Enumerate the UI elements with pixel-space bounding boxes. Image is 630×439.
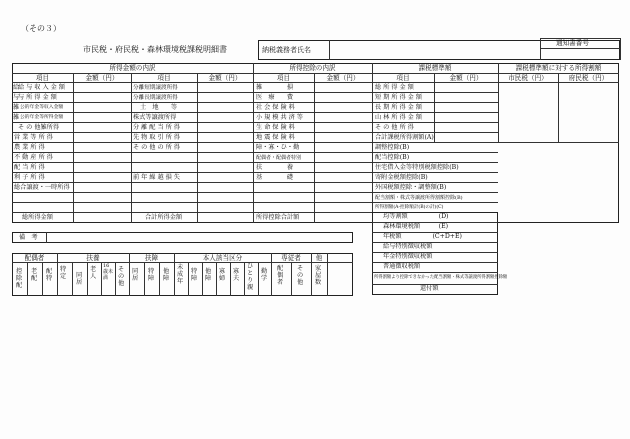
income-item-right: 分離長期譲渡所得 — [133, 95, 178, 101]
business-header: 専従者 — [281, 254, 301, 262]
income-item: そ の 他雑所得 — [18, 124, 60, 131]
remarks-row — [12, 232, 353, 243]
summary-item: 所得割額より控除できなかった配当割額・株式等譲渡所得割額控除額 — [374, 275, 508, 280]
side-mark: 雑 — [13, 114, 20, 121]
class-col: 寡夫 — [233, 268, 240, 282]
deduction-item: 生 命 保 険 料 — [256, 124, 295, 131]
deduction-item: 障・寡・ひ・勤 — [256, 144, 300, 151]
class-col: その他 — [118, 266, 125, 287]
tax-base-item: 調整控除(B) — [375, 144, 410, 151]
taxpayer-name-label: 納税義務者氏名 — [262, 46, 311, 54]
col-item: 項目 — [157, 74, 171, 82]
class-col: 同居 — [132, 268, 139, 282]
class-col: 寡婦 — [219, 268, 226, 282]
income-item-right: 前 年 繰 越 損 失 — [133, 174, 180, 181]
tax-base-item: 住宅借入金等特別税額控除(B) — [375, 164, 459, 171]
tax-base-item: 短 期 所 得 金 額 — [375, 94, 422, 101]
deduction-item: 雑 損 — [256, 84, 294, 91]
income-item: 不 動 産 所 得 — [14, 154, 53, 161]
income-item: 公的年金等所得金額 — [20, 115, 64, 120]
spouse-header: 配偶者 — [24, 254, 45, 262]
remarks-label: 備 考 — [19, 234, 38, 241]
class-col: 控除配 — [16, 268, 23, 289]
col-amount: 金額（円） — [449, 74, 483, 82]
class-col: 特障 — [191, 268, 198, 282]
page-label: （その３） — [21, 24, 61, 33]
total-deduction-label: 所得控除合計額 — [256, 214, 300, 221]
income-item: 公的年金等収入金額 — [20, 105, 64, 110]
total-income-label: 総所得金額 — [22, 214, 53, 221]
col-city-tax: 市民税（円） — [508, 74, 548, 82]
class-col: ひとり親 — [247, 263, 254, 291]
tax-base-item: 総 所 得 金 額 — [375, 84, 414, 91]
income-item: 給 与 収 入 金 額 — [18, 84, 65, 91]
class-col: 同居 — [76, 272, 83, 286]
class-col: 老配 — [31, 268, 38, 282]
tax-base-item: 所得割額(A-控除額計(B)の計)(C) — [375, 205, 444, 210]
col-pref-tax: 府民税（円） — [568, 74, 609, 82]
income-item-right: そ の 他 の 所 得 — [133, 144, 180, 151]
tax-base-item: そ の 他 所 得 — [375, 124, 414, 131]
summary-item: 給与特別徴収税額 — [383, 243, 433, 250]
deduction-section-title: 所得控除の内訳 — [289, 64, 336, 72]
class-col: その他 — [297, 265, 304, 286]
tax-base-item: 外国税額控除・調整額(B) — [375, 184, 447, 191]
class-col: 勤学 — [261, 268, 268, 282]
tax-base-item: 配当控除(B) — [375, 154, 410, 161]
col-amount: 金額（円） — [326, 74, 360, 82]
class-col: 16歳未満 — [103, 263, 114, 281]
col-amount: 金額（円） — [85, 74, 119, 82]
side-mark: 給 — [13, 84, 20, 91]
tax-base-item: 山 林 所 得 金 額 — [375, 114, 422, 121]
income-item-right: 土 地 等 — [140, 104, 178, 111]
tax-base-item: 合計課税所得割額(A) — [375, 134, 434, 141]
summary-item: 年税額 (C+D+E) — [383, 233, 462, 240]
summary-item: 普通徴収税額 — [383, 263, 421, 270]
income-item-right: 分離短期譲渡所得 — [133, 85, 178, 91]
other-header: 他 — [315, 254, 323, 262]
income-item-right: 株式等譲渡所得 — [133, 114, 177, 121]
income-item: 利 子 所 得 — [14, 174, 45, 181]
deduction-item: 小 規 模 共 済 等 — [256, 114, 303, 121]
income-section-title: 所得金額の内訳 — [109, 64, 156, 72]
col-item: 項目 — [35, 74, 50, 82]
class-col: 老人 — [90, 266, 97, 280]
income-item: 総合譲渡・一時所得 — [14, 184, 70, 191]
disability-header: 扶障 — [144, 254, 159, 262]
refund-label: 還付額 — [420, 285, 439, 292]
income-item-right: 分 離 配 当 所 得 — [133, 124, 180, 131]
class-col: 配偶者 — [277, 265, 284, 286]
income-item: 農 業 所 得 — [14, 144, 45, 151]
deduction-item: 配偶者・配偶者特別 — [256, 155, 302, 161]
class-col: 他障 — [205, 268, 212, 282]
tax-base-item: 寄附金税額控除(B) — [375, 174, 428, 181]
col-item: 項目 — [396, 74, 410, 82]
class-col: 特障 — [148, 268, 155, 282]
doc-title: 市民税・府民税・森林環境税課税明細書 — [83, 45, 227, 54]
summary-item: 森林環境税額 (E) — [383, 223, 449, 230]
deduction-item: 扶 養 — [256, 164, 294, 171]
col-amount: 金額（円） — [208, 74, 242, 82]
income-item: 与 所 得 金 額 — [18, 94, 57, 101]
income-item: 営 業 等 所 得 — [14, 134, 53, 141]
deduction-item: 基 礎 — [256, 174, 294, 181]
class-col: 家屋数 — [315, 265, 322, 286]
summary-item: 均等割額 (D) — [383, 213, 449, 220]
tax-base-section-title: 課税標準額 — [418, 64, 452, 72]
deduction-item: 地 震 保 険 料 — [256, 134, 295, 141]
deduction-item: 医 療 費 — [256, 94, 294, 101]
income-levy-section-title: 課税標準額に対する所得割額 — [515, 64, 602, 72]
tax-base-item: 配当割額・株式等譲渡所得割額控除(B) — [375, 195, 463, 201]
summary-item: 年金特別徴収税額 — [383, 253, 433, 260]
income-item: 配 当 所 得 — [14, 164, 45, 171]
tax-base-item: 長 期 所 得 金 額 — [375, 104, 422, 111]
total-combined-income-label: 合計所得金額 — [145, 214, 183, 221]
main-table — [12, 63, 619, 223]
class-col: 他障 — [163, 268, 170, 282]
class-col: 特定 — [60, 266, 67, 280]
self-category-header: 本人該当区分 — [202, 254, 243, 262]
side-mark: 与 — [13, 94, 20, 101]
side-mark: 雑 — [13, 104, 20, 111]
col-item: 項目 — [276, 74, 291, 82]
class-col: 未成年 — [177, 264, 184, 285]
class-col: 配特 — [46, 268, 53, 282]
notice-number-label: 通知書番号 — [556, 39, 589, 47]
deduction-item: 社 会 保 険 料 — [256, 104, 295, 111]
dependents-header: 扶養 — [86, 254, 100, 262]
income-item-right: 先 物 取 引 所 得 — [133, 134, 180, 141]
